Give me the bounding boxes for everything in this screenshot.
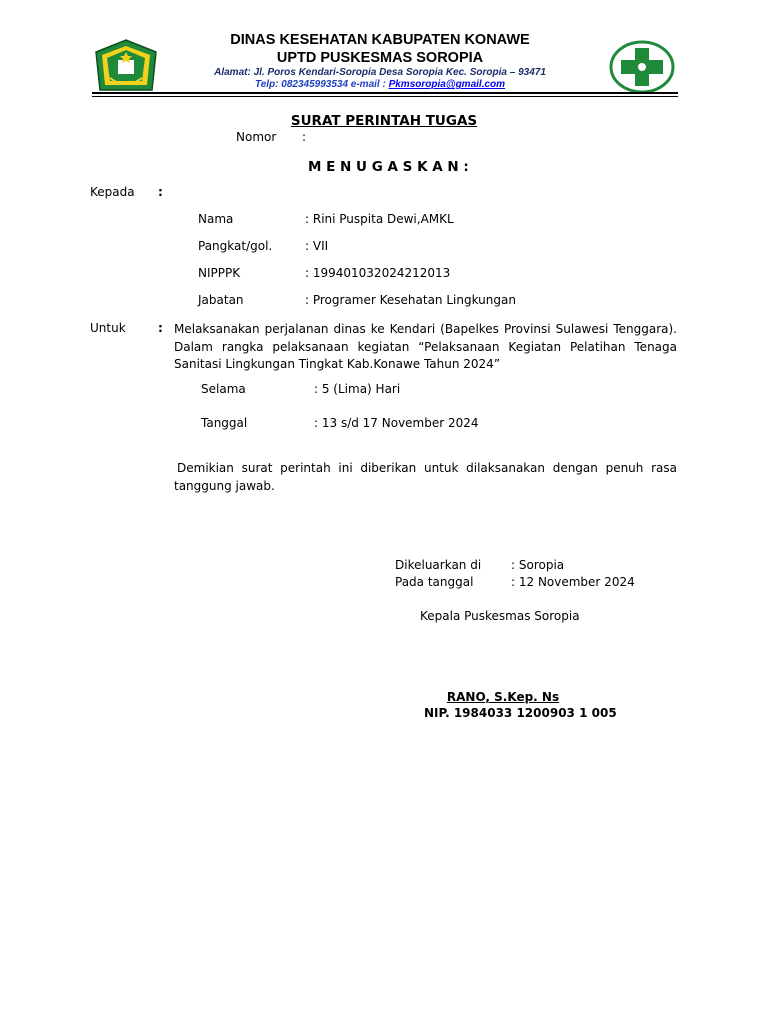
nomor-label: Nomor [236, 130, 277, 144]
header-address: Alamat: Jl. Poros Kendari-Soropia Desa Soropia Kec. Soropia – 93471 [214, 67, 546, 78]
document-title: SURAT PERINTAH TUGAS [290, 113, 478, 129]
field-nama-label: Nama [198, 212, 234, 226]
header-email-link[interactable]: Pkmsoropia@gmail.com [388, 79, 506, 90]
pada-tanggal-value: : 12 November 2024 [511, 575, 635, 589]
dikeluarkan-value: : Soropia [511, 558, 565, 572]
field-pangkat-value: : VII [305, 239, 329, 253]
field-nipppk-value: : 199401032024212013 [305, 266, 451, 280]
field-jabatan-label: Jabatan [198, 293, 244, 307]
signatory-nip: NIP. 1984033 1200903 1 005 [424, 706, 617, 720]
header-contact [150, 79, 610, 90]
header-line-1: DINAS KESEHATAN KABUPATEN KONAWE [230, 32, 530, 48]
untuk-text: Melaksanakan perjalanan dinas ke Kendari (Bapelkes Provinsi Sulawesi Tenggara). Dalam rangka pelaksanaan kegiatan “Pelaksanaan Kegiatan Pelatihan Tenaga Sanitasi Lingkungan Tingkat Kab.Konawe Tahun 2024” [174, 322, 677, 371]
untuk-label: Untuk [90, 321, 126, 335]
field-nipppk-label: NIPPPK [198, 266, 241, 280]
header-line-2: UPTD PUSKESMAS SOROPIA [276, 50, 484, 66]
tanggal-label: Tanggal [201, 416, 248, 430]
pada-tanggal-label: Pada tanggal [395, 575, 474, 589]
closing-paragraph: Demikian surat perintah ini diberikan untuk dilaksanakan dengan penuh rasa tanggung jawab. [174, 461, 677, 493]
field-nama-value: : Rini Puspita Dewi,AMKL [305, 212, 454, 226]
selama-label: Selama [201, 382, 246, 396]
field-pangkat-label: Pangkat/gol. [198, 239, 273, 253]
untuk-colon: : [158, 321, 163, 335]
signatory-name: RANO, S.Kep. Ns [446, 690, 560, 704]
menugaskan-heading: M E N U G A S K A N : [308, 159, 469, 175]
nomor-colon: : [302, 130, 307, 144]
selama-value: : 5 (Lima) Hari [314, 382, 401, 396]
kepada-colon: : [158, 185, 163, 199]
dikeluarkan-label: Dikeluarkan di [395, 558, 482, 572]
signatory-position: Kepala Puskesmas Soropia [420, 609, 580, 623]
header-telp: Telp: 082345993534 e-mail : [254, 79, 389, 90]
header-rule-thick [92, 92, 678, 94]
puskesmas-logo [608, 40, 676, 96]
field-jabatan-value: : Programer Kesehatan Lingkungan [305, 293, 516, 307]
kepada-label: Kepada [90, 185, 135, 199]
tanggal-value: : 13 s/d 17 November 2024 [314, 416, 479, 430]
header-rule-thin [92, 96, 678, 97]
